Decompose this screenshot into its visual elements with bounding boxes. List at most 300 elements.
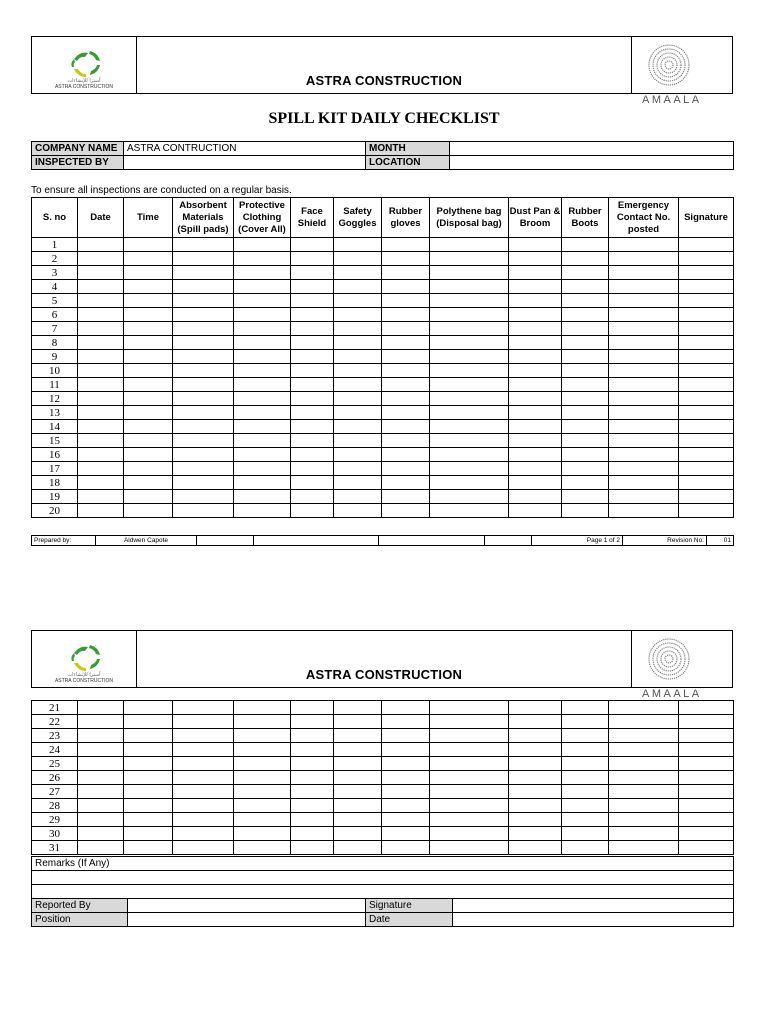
checklist-cell[interactable] xyxy=(562,476,609,490)
checklist-cell[interactable] xyxy=(291,336,334,350)
checklist-cell[interactable] xyxy=(679,799,734,813)
checklist-cell[interactable] xyxy=(291,266,334,280)
checklist-cell[interactable] xyxy=(173,504,234,518)
checklist-cell[interactable] xyxy=(679,504,734,518)
checklist-cell[interactable] xyxy=(173,434,234,448)
checklist-cell[interactable] xyxy=(124,364,173,378)
checklist-cell[interactable] xyxy=(430,392,509,406)
checklist-cell[interactable] xyxy=(430,238,509,252)
checklist-cell[interactable] xyxy=(78,238,124,252)
checklist-cell[interactable] xyxy=(234,701,291,715)
checklist-cell[interactable] xyxy=(382,504,430,518)
checklist-cell[interactable] xyxy=(382,280,430,294)
checklist-cell[interactable] xyxy=(509,799,562,813)
checklist-cell[interactable] xyxy=(679,322,734,336)
checklist-cell[interactable] xyxy=(679,392,734,406)
checklist-cell[interactable] xyxy=(382,799,430,813)
checklist-cell[interactable] xyxy=(562,504,609,518)
checklist-cell[interactable] xyxy=(509,504,562,518)
checklist-cell[interactable] xyxy=(562,434,609,448)
checklist-cell[interactable] xyxy=(679,490,734,504)
checklist-cell[interactable] xyxy=(334,771,382,785)
checklist-cell[interactable] xyxy=(334,841,382,855)
checklist-cell[interactable] xyxy=(562,378,609,392)
checklist-cell[interactable] xyxy=(509,350,562,364)
checklist-cell[interactable] xyxy=(382,336,430,350)
checklist-cell[interactable] xyxy=(334,294,382,308)
checklist-cell[interactable] xyxy=(382,448,430,462)
checklist-cell[interactable] xyxy=(234,294,291,308)
checklist-cell[interactable] xyxy=(234,490,291,504)
checklist-cell[interactable] xyxy=(234,364,291,378)
checklist-cell[interactable] xyxy=(509,294,562,308)
checklist-cell[interactable] xyxy=(334,813,382,827)
checklist-cell[interactable] xyxy=(609,743,679,757)
checklist-cell[interactable] xyxy=(382,476,430,490)
checklist-cell[interactable] xyxy=(78,490,124,504)
checklist-cell[interactable] xyxy=(562,743,609,757)
checklist-cell[interactable] xyxy=(173,378,234,392)
checklist-cell[interactable] xyxy=(124,490,173,504)
checklist-cell[interactable] xyxy=(124,743,173,757)
checklist-cell[interactable] xyxy=(430,771,509,785)
checklist-cell[interactable] xyxy=(430,476,509,490)
checklist-cell[interactable] xyxy=(234,827,291,841)
checklist-cell[interactable] xyxy=(173,827,234,841)
checklist-cell[interactable] xyxy=(291,476,334,490)
checklist-cell[interactable] xyxy=(609,252,679,266)
checklist-cell[interactable] xyxy=(78,434,124,448)
checklist-cell[interactable] xyxy=(509,462,562,476)
checklist-cell[interactable] xyxy=(382,462,430,476)
checklist-cell[interactable] xyxy=(173,743,234,757)
checklist-cell[interactable] xyxy=(291,294,334,308)
checklist-cell[interactable] xyxy=(430,743,509,757)
checklist-cell[interactable] xyxy=(509,336,562,350)
checklist-cell[interactable] xyxy=(430,252,509,266)
company-name-value[interactable]: ASTRA CONTRUCTION xyxy=(124,142,366,156)
checklist-cell[interactable] xyxy=(382,785,430,799)
checklist-cell[interactable] xyxy=(609,238,679,252)
checklist-cell[interactable] xyxy=(291,729,334,743)
checklist-cell[interactable] xyxy=(609,729,679,743)
checklist-cell[interactable] xyxy=(78,701,124,715)
checklist-cell[interactable] xyxy=(173,336,234,350)
checklist-cell[interactable] xyxy=(679,308,734,322)
checklist-cell[interactable] xyxy=(382,420,430,434)
checklist-cell[interactable] xyxy=(124,729,173,743)
checklist-cell[interactable] xyxy=(78,280,124,294)
checklist-cell[interactable] xyxy=(382,238,430,252)
checklist-cell[interactable] xyxy=(334,266,382,280)
checklist-cell[interactable] xyxy=(382,827,430,841)
checklist-cell[interactable] xyxy=(291,420,334,434)
checklist-cell[interactable] xyxy=(173,350,234,364)
checklist-cell[interactable] xyxy=(78,799,124,813)
checklist-cell[interactable] xyxy=(173,420,234,434)
checklist-cell[interactable] xyxy=(124,462,173,476)
checklist-cell[interactable] xyxy=(291,406,334,420)
checklist-cell[interactable] xyxy=(173,701,234,715)
checklist-cell[interactable] xyxy=(291,364,334,378)
checklist-cell[interactable] xyxy=(291,490,334,504)
checklist-cell[interactable] xyxy=(334,757,382,771)
checklist-cell[interactable] xyxy=(430,280,509,294)
checklist-cell[interactable] xyxy=(679,715,734,729)
checklist-cell[interactable] xyxy=(509,771,562,785)
checklist-cell[interactable] xyxy=(382,490,430,504)
checklist-cell[interactable] xyxy=(291,448,334,462)
checklist-cell[interactable] xyxy=(78,378,124,392)
checklist-cell[interactable] xyxy=(291,252,334,266)
checklist-cell[interactable] xyxy=(173,785,234,799)
checklist-cell[interactable] xyxy=(334,715,382,729)
checklist-cell[interactable] xyxy=(609,280,679,294)
checklist-cell[interactable] xyxy=(509,364,562,378)
checklist-cell[interactable] xyxy=(78,448,124,462)
checklist-cell[interactable] xyxy=(509,434,562,448)
remarks-line[interactable] xyxy=(32,871,734,885)
checklist-cell[interactable] xyxy=(430,715,509,729)
checklist-cell[interactable] xyxy=(679,434,734,448)
checklist-cell[interactable] xyxy=(291,392,334,406)
checklist-cell[interactable] xyxy=(609,448,679,462)
checklist-cell[interactable] xyxy=(234,799,291,813)
checklist-cell[interactable] xyxy=(291,434,334,448)
checklist-cell[interactable] xyxy=(291,827,334,841)
checklist-cell[interactable] xyxy=(124,701,173,715)
checklist-cell[interactable] xyxy=(679,406,734,420)
checklist-cell[interactable] xyxy=(679,252,734,266)
checklist-cell[interactable] xyxy=(679,336,734,350)
checklist-cell[interactable] xyxy=(334,420,382,434)
checklist-cell[interactable] xyxy=(173,392,234,406)
month-field[interactable] xyxy=(450,142,734,156)
checklist-cell[interactable] xyxy=(173,813,234,827)
checklist-cell[interactable] xyxy=(562,701,609,715)
checklist-cell[interactable] xyxy=(78,392,124,406)
checklist-cell[interactable] xyxy=(382,308,430,322)
checklist-cell[interactable] xyxy=(124,378,173,392)
checklist-cell[interactable] xyxy=(291,378,334,392)
checklist-cell[interactable] xyxy=(334,252,382,266)
checklist-cell[interactable] xyxy=(334,378,382,392)
checklist-cell[interactable] xyxy=(430,827,509,841)
checklist-cell[interactable] xyxy=(509,743,562,757)
checklist-cell[interactable] xyxy=(382,757,430,771)
checklist-cell[interactable] xyxy=(78,476,124,490)
checklist-cell[interactable] xyxy=(382,841,430,855)
checklist-cell[interactable] xyxy=(334,827,382,841)
checklist-cell[interactable] xyxy=(173,729,234,743)
checklist-cell[interactable] xyxy=(609,490,679,504)
location-field[interactable] xyxy=(450,156,734,170)
checklist-cell[interactable] xyxy=(124,448,173,462)
checklist-cell[interactable] xyxy=(291,462,334,476)
checklist-cell[interactable] xyxy=(562,350,609,364)
checklist-cell[interactable] xyxy=(78,252,124,266)
checklist-cell[interactable] xyxy=(291,799,334,813)
checklist-cell[interactable] xyxy=(562,392,609,406)
checklist-cell[interactable] xyxy=(679,448,734,462)
checklist-cell[interactable] xyxy=(173,448,234,462)
checklist-cell[interactable] xyxy=(234,813,291,827)
checklist-cell[interactable] xyxy=(509,448,562,462)
checklist-cell[interactable] xyxy=(78,266,124,280)
checklist-cell[interactable] xyxy=(679,462,734,476)
checklist-cell[interactable] xyxy=(334,743,382,757)
checklist-cell[interactable] xyxy=(509,476,562,490)
checklist-cell[interactable] xyxy=(382,743,430,757)
checklist-cell[interactable] xyxy=(382,434,430,448)
checklist-cell[interactable] xyxy=(562,757,609,771)
checklist-cell[interactable] xyxy=(509,280,562,294)
checklist-cell[interactable] xyxy=(509,420,562,434)
checklist-cell[interactable] xyxy=(382,350,430,364)
checklist-cell[interactable] xyxy=(78,504,124,518)
checklist-cell[interactable] xyxy=(173,322,234,336)
checklist-cell[interactable] xyxy=(334,434,382,448)
checklist-cell[interactable] xyxy=(334,308,382,322)
checklist-cell[interactable] xyxy=(609,294,679,308)
checklist-cell[interactable] xyxy=(382,813,430,827)
checklist-cell[interactable] xyxy=(124,799,173,813)
checklist-cell[interactable] xyxy=(679,827,734,841)
checklist-cell[interactable] xyxy=(173,771,234,785)
checklist-cell[interactable] xyxy=(562,785,609,799)
checklist-cell[interactable] xyxy=(234,771,291,785)
checklist-cell[interactable] xyxy=(562,799,609,813)
checklist-cell[interactable] xyxy=(234,252,291,266)
checklist-cell[interactable] xyxy=(78,841,124,855)
checklist-cell[interactable] xyxy=(291,238,334,252)
checklist-cell[interactable] xyxy=(609,757,679,771)
checklist-cell[interactable] xyxy=(609,434,679,448)
checklist-cell[interactable] xyxy=(679,701,734,715)
checklist-cell[interactable] xyxy=(562,448,609,462)
checklist-cell[interactable] xyxy=(124,238,173,252)
position-field[interactable] xyxy=(128,913,366,927)
checklist-cell[interactable] xyxy=(562,462,609,476)
checklist-cell[interactable] xyxy=(334,504,382,518)
checklist-cell[interactable] xyxy=(382,392,430,406)
checklist-cell[interactable] xyxy=(679,785,734,799)
checklist-cell[interactable] xyxy=(78,757,124,771)
checklist-cell[interactable] xyxy=(234,350,291,364)
checklist-cell[interactable] xyxy=(78,420,124,434)
checklist-cell[interactable] xyxy=(234,266,291,280)
checklist-cell[interactable] xyxy=(679,757,734,771)
checklist-cell[interactable] xyxy=(334,785,382,799)
checklist-cell[interactable] xyxy=(234,308,291,322)
checklist-cell[interactable] xyxy=(382,364,430,378)
checklist-cell[interactable] xyxy=(173,757,234,771)
date-field[interactable] xyxy=(453,913,734,927)
checklist-cell[interactable] xyxy=(124,280,173,294)
checklist-cell[interactable] xyxy=(609,420,679,434)
checklist-cell[interactable] xyxy=(334,799,382,813)
checklist-cell[interactable] xyxy=(562,238,609,252)
checklist-cell[interactable] xyxy=(679,266,734,280)
checklist-cell[interactable] xyxy=(334,729,382,743)
checklist-cell[interactable] xyxy=(173,238,234,252)
checklist-cell[interactable] xyxy=(562,364,609,378)
checklist-cell[interactable] xyxy=(124,308,173,322)
checklist-cell[interactable] xyxy=(234,504,291,518)
checklist-cell[interactable] xyxy=(562,827,609,841)
checklist-cell[interactable] xyxy=(609,841,679,855)
checklist-cell[interactable] xyxy=(234,476,291,490)
checklist-cell[interactable] xyxy=(609,378,679,392)
checklist-cell[interactable] xyxy=(609,715,679,729)
checklist-cell[interactable] xyxy=(609,771,679,785)
checklist-cell[interactable] xyxy=(562,420,609,434)
checklist-cell[interactable] xyxy=(124,336,173,350)
checklist-cell[interactable] xyxy=(382,378,430,392)
checklist-cell[interactable] xyxy=(124,406,173,420)
inspected-by-field[interactable] xyxy=(124,156,366,170)
checklist-cell[interactable] xyxy=(609,785,679,799)
checklist-cell[interactable] xyxy=(173,364,234,378)
checklist-cell[interactable] xyxy=(234,785,291,799)
checklist-cell[interactable] xyxy=(430,434,509,448)
checklist-cell[interactable] xyxy=(334,336,382,350)
checklist-cell[interactable] xyxy=(382,322,430,336)
checklist-cell[interactable] xyxy=(234,406,291,420)
checklist-cell[interactable] xyxy=(234,743,291,757)
checklist-cell[interactable] xyxy=(430,701,509,715)
checklist-cell[interactable] xyxy=(124,322,173,336)
checklist-cell[interactable] xyxy=(173,841,234,855)
checklist-cell[interactable] xyxy=(78,350,124,364)
checklist-cell[interactable] xyxy=(78,771,124,785)
checklist-cell[interactable] xyxy=(562,280,609,294)
checklist-cell[interactable] xyxy=(430,294,509,308)
checklist-cell[interactable] xyxy=(679,378,734,392)
checklist-cell[interactable] xyxy=(609,336,679,350)
checklist-cell[interactable] xyxy=(124,434,173,448)
checklist-cell[interactable] xyxy=(609,701,679,715)
checklist-cell[interactable] xyxy=(509,490,562,504)
checklist-cell[interactable] xyxy=(562,715,609,729)
checklist-cell[interactable] xyxy=(609,462,679,476)
checklist-cell[interactable] xyxy=(509,701,562,715)
checklist-cell[interactable] xyxy=(124,813,173,827)
checklist-cell[interactable] xyxy=(382,771,430,785)
checklist-cell[interactable] xyxy=(562,813,609,827)
checklist-cell[interactable] xyxy=(430,322,509,336)
checklist-cell[interactable] xyxy=(679,280,734,294)
checklist-cell[interactable] xyxy=(124,757,173,771)
checklist-cell[interactable] xyxy=(509,729,562,743)
reported-by-field[interactable] xyxy=(128,899,366,913)
checklist-cell[interactable] xyxy=(334,406,382,420)
checklist-cell[interactable] xyxy=(234,715,291,729)
checklist-cell[interactable] xyxy=(562,406,609,420)
checklist-cell[interactable] xyxy=(509,757,562,771)
checklist-cell[interactable] xyxy=(124,771,173,785)
checklist-cell[interactable] xyxy=(430,406,509,420)
checklist-cell[interactable] xyxy=(430,490,509,504)
checklist-cell[interactable] xyxy=(679,813,734,827)
checklist-cell[interactable] xyxy=(291,715,334,729)
checklist-cell[interactable] xyxy=(562,266,609,280)
checklist-cell[interactable] xyxy=(679,729,734,743)
checklist-cell[interactable] xyxy=(430,729,509,743)
checklist-cell[interactable] xyxy=(124,827,173,841)
checklist-cell[interactable] xyxy=(509,392,562,406)
checklist-cell[interactable] xyxy=(173,266,234,280)
checklist-cell[interactable] xyxy=(382,406,430,420)
checklist-cell[interactable] xyxy=(124,504,173,518)
checklist-cell[interactable] xyxy=(78,715,124,729)
checklist-cell[interactable] xyxy=(382,294,430,308)
checklist-cell[interactable] xyxy=(234,280,291,294)
checklist-cell[interactable] xyxy=(509,813,562,827)
checklist-cell[interactable] xyxy=(334,322,382,336)
checklist-cell[interactable] xyxy=(78,294,124,308)
checklist-cell[interactable] xyxy=(234,420,291,434)
checklist-cell[interactable] xyxy=(78,827,124,841)
checklist-cell[interactable] xyxy=(124,476,173,490)
checklist-cell[interactable] xyxy=(430,813,509,827)
checklist-cell[interactable] xyxy=(430,350,509,364)
checklist-cell[interactable] xyxy=(124,785,173,799)
checklist-cell[interactable] xyxy=(609,504,679,518)
checklist-cell[interactable] xyxy=(173,490,234,504)
checklist-cell[interactable] xyxy=(78,743,124,757)
checklist-cell[interactable] xyxy=(679,238,734,252)
checklist-cell[interactable] xyxy=(78,729,124,743)
checklist-cell[interactable] xyxy=(430,364,509,378)
checklist-cell[interactable] xyxy=(562,322,609,336)
checklist-cell[interactable] xyxy=(173,406,234,420)
checklist-cell[interactable] xyxy=(78,813,124,827)
checklist-cell[interactable] xyxy=(562,252,609,266)
checklist-cell[interactable] xyxy=(430,308,509,322)
checklist-cell[interactable] xyxy=(291,771,334,785)
checklist-cell[interactable] xyxy=(234,448,291,462)
checklist-cell[interactable] xyxy=(78,322,124,336)
checklist-cell[interactable] xyxy=(334,238,382,252)
checklist-cell[interactable] xyxy=(291,743,334,757)
checklist-cell[interactable] xyxy=(562,841,609,855)
checklist-cell[interactable] xyxy=(679,350,734,364)
checklist-cell[interactable] xyxy=(291,280,334,294)
checklist-cell[interactable] xyxy=(609,406,679,420)
checklist-cell[interactable] xyxy=(509,308,562,322)
checklist-cell[interactable] xyxy=(679,420,734,434)
checklist-cell[interactable] xyxy=(234,462,291,476)
checklist-cell[interactable] xyxy=(124,350,173,364)
checklist-cell[interactable] xyxy=(78,462,124,476)
checklist-cell[interactable] xyxy=(679,743,734,757)
checklist-cell[interactable] xyxy=(291,701,334,715)
checklist-cell[interactable] xyxy=(562,336,609,350)
checklist-cell[interactable] xyxy=(173,715,234,729)
checklist-cell[interactable] xyxy=(234,378,291,392)
checklist-cell[interactable] xyxy=(430,785,509,799)
checklist-cell[interactable] xyxy=(334,364,382,378)
checklist-cell[interactable] xyxy=(509,252,562,266)
checklist-cell[interactable] xyxy=(562,771,609,785)
checklist-cell[interactable] xyxy=(562,490,609,504)
checklist-cell[interactable] xyxy=(562,729,609,743)
signature-field[interactable] xyxy=(453,899,734,913)
checklist-cell[interactable] xyxy=(509,378,562,392)
checklist-cell[interactable] xyxy=(679,364,734,378)
checklist-cell[interactable] xyxy=(609,813,679,827)
